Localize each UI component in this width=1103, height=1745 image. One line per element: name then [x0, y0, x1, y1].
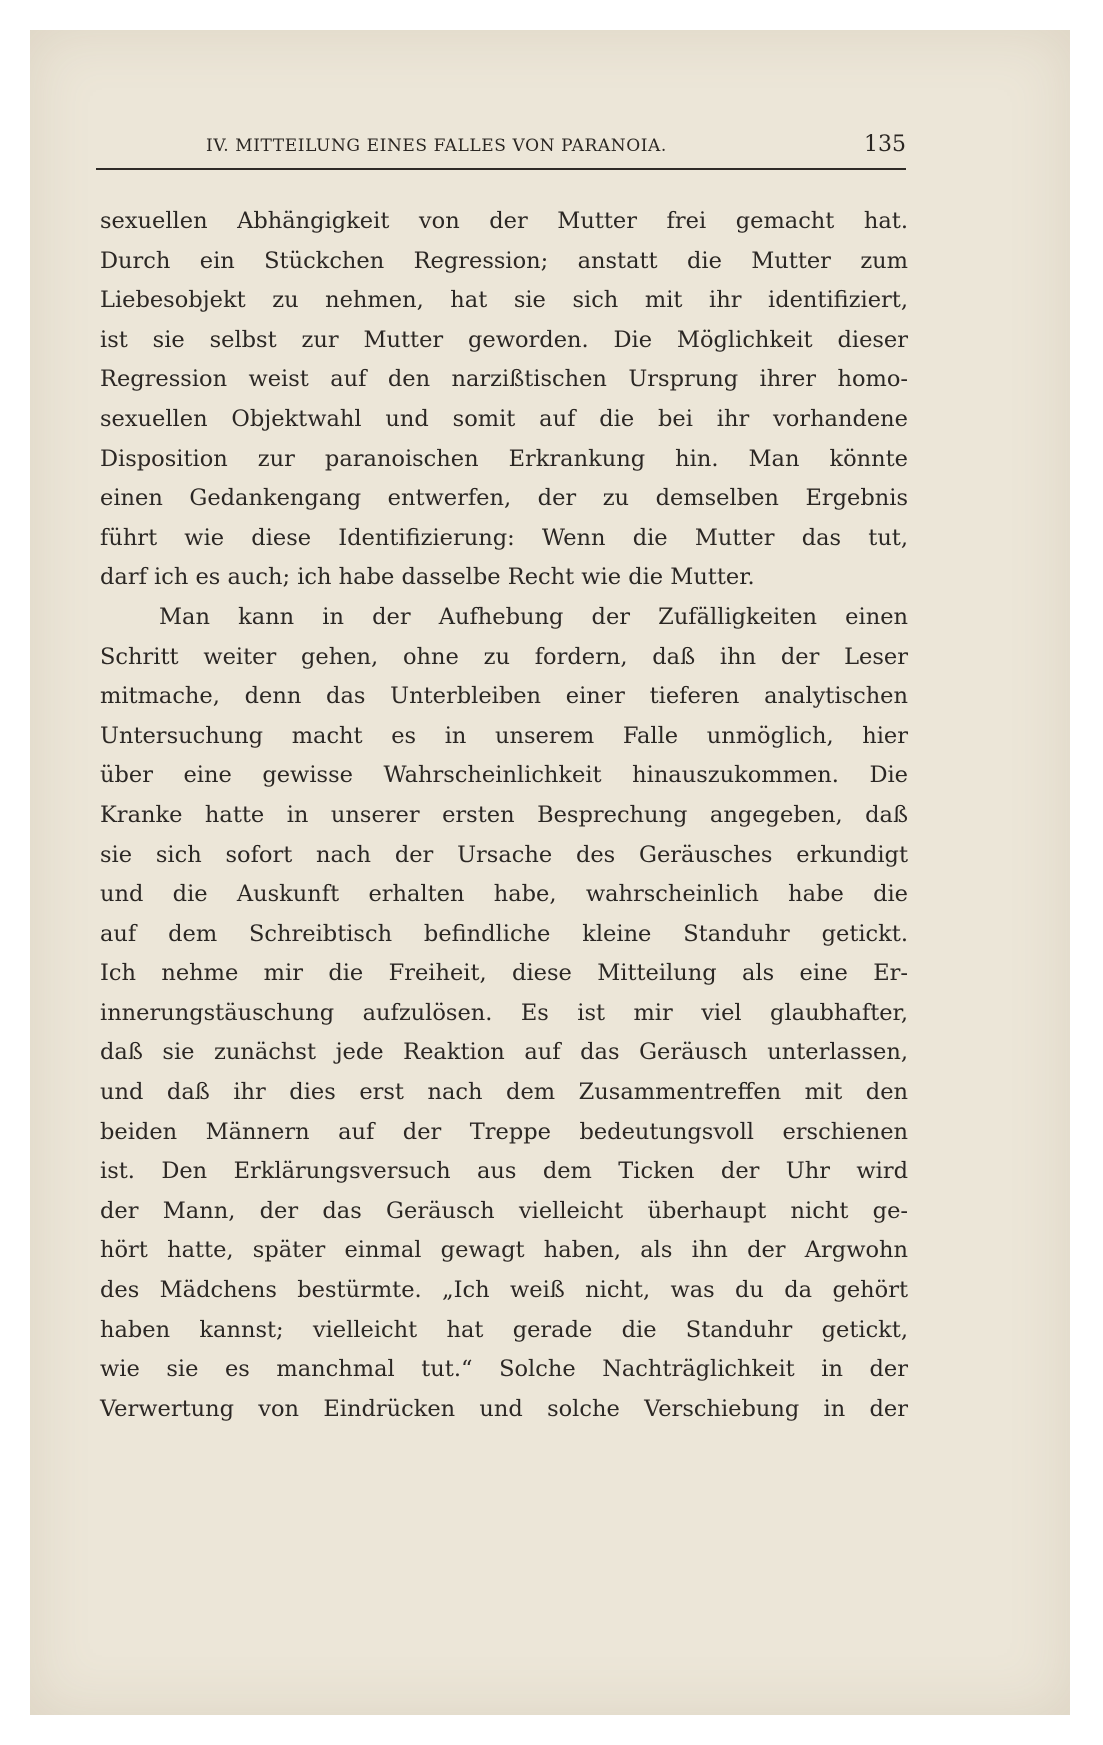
text-line: Kranke hatte in unserer ersten Besprechung angegeben, daß — [100, 801, 908, 828]
text-line: Schritt weiter gehen, ohne zu fordern, daß ihn der Leser — [100, 643, 908, 670]
text-line: mitmache, denn das Unterbleiben einer tieferen analytischen — [100, 683, 908, 710]
text-line: beiden Männern auf der Treppe bedeutungsvoll erschienen — [100, 1118, 908, 1145]
text-line: und daß ihr dies erst nach dem Zusammentreffen mit den — [100, 1079, 908, 1106]
text-line: und die Auskunft erhalten habe, wahrscheinlich habe die — [100, 881, 908, 908]
text-line: über eine gewisse Wahrscheinlichkeit hinauszukommen. Die — [100, 762, 908, 789]
text-line: ist. Den Erklärungsversuch aus dem Ticken der Uhr wird — [100, 1158, 908, 1185]
text-line: sie sich sofort nach der Ursache des Geräusches erkundigt — [100, 841, 908, 868]
text-line: Verwertung von Eindrücken und solche Verschiebung in der — [100, 1395, 908, 1422]
text-line: darf ich es auch; ich habe dasselbe Recht wie die Mutter. — [100, 564, 755, 591]
text-line: sexuellen Abhängigkeit von der Mutter frei gemacht hat. — [100, 208, 908, 234]
text-line: Regression weist auf den narzißtischen Ursprung ihrer homo- — [100, 366, 908, 393]
text-line: Ich nehme mir die Freiheit, diese Mitteilung als eine Er- — [100, 960, 908, 987]
text-line: daß sie zunächst jede Reaktion auf das Geräusch unterlassen, — [100, 1039, 908, 1066]
text-line: auf dem Schreibtisch befindliche kleine Standuhr getickt. — [100, 920, 908, 947]
text-line: führt wie diese Identifizierung: Wenn die Mutter das tut, — [100, 524, 908, 551]
page-header — [96, 132, 906, 162]
header-rule — [96, 168, 906, 170]
text-line: haben kannst; vielleicht hat gerade die Standuhr getickt, — [100, 1316, 908, 1343]
text-line: Liebesobjekt zu nehmen, hat sie sich mit ihr identifiziert, — [100, 287, 908, 314]
body-text — [100, 202, 908, 1429]
text-line: einen Gedankengang entwerfen, der zu demselben Ergebnis — [100, 485, 908, 512]
text-line: wie sie es manchmal tut.“ Solche Nachträglichkeit in der — [100, 1356, 908, 1383]
text-line: innerungstäuschung aufzulösen. Es ist mir viel glaubhafter, — [100, 999, 908, 1026]
page-number: 135 — [864, 132, 906, 157]
text-line: Durch ein Stückchen Regression; anstatt die Mutter zum — [100, 247, 908, 274]
text-line: ist sie selbst zur Mutter geworden. Die Möglichkeit dieser — [100, 326, 908, 353]
text-line: sexuellen Objektwahl und somit auf die bei ihr vorhandene — [100, 405, 908, 432]
text-line: der Mann, der das Geräusch vielleicht überhaupt nicht ge- — [100, 1197, 908, 1224]
text-line: hört hatte, später einmal gewagt haben, als ihn der Argwohn — [100, 1237, 908, 1264]
text-line: Untersuchung macht es in unserem Falle unmöglich, hier — [100, 722, 908, 749]
text-line: Disposition zur paranoischen Erkrankung hin. Man könnte — [100, 445, 908, 472]
text-line: des Mädchens bestürmte. „Ich weiß nicht, was du da gehört — [100, 1277, 908, 1304]
running-head: IV. MITTEILUNG EINES FALLES VON PARANOIA. — [206, 136, 667, 156]
text-line: Man kann in der Aufhebung der Zufälligkeiten einen — [159, 603, 908, 630]
